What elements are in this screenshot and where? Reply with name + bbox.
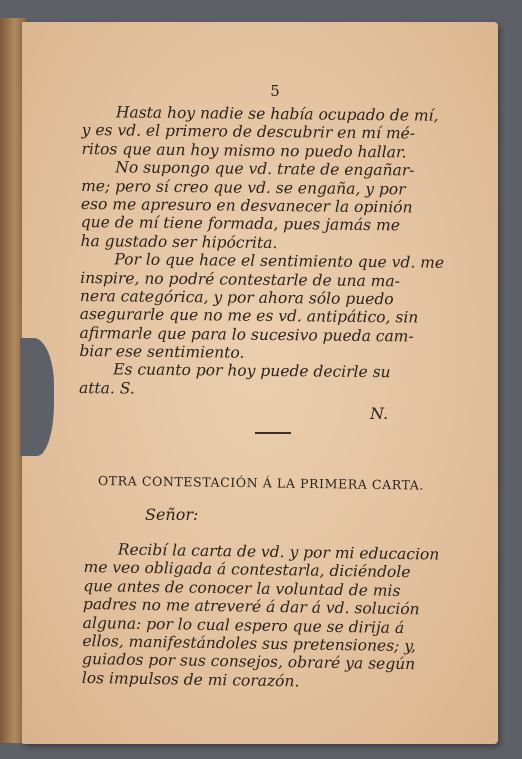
letter-2-line: Recibí la carta de vd. y por mi educacion xyxy=(117,540,440,564)
letter-1-line: ha gustado ser hipócrita. xyxy=(80,231,278,252)
letter-1-line: que de mí tiene formada, pues jamás me xyxy=(80,213,401,235)
letter-1-signature: N. xyxy=(370,404,389,423)
letter-1-line: atta. S. xyxy=(78,378,135,398)
letter-1-line: afirmarle que para lo sucesivo pueda cam- xyxy=(79,323,414,346)
letter-2-body xyxy=(82,540,469,693)
letter-1-line: Por lo que hace el sentimiento que vd. me xyxy=(114,250,445,272)
letter-2-line: ellos, manifestándoles sus pretensiones; y, xyxy=(82,631,417,656)
letter-2-line: alguna: por lo cual espero que se dirija á xyxy=(82,613,405,637)
letter-1-line: y es vd. el primero de descubrir en mí mé- xyxy=(81,121,416,143)
torn-page-edge xyxy=(20,338,54,456)
section-divider xyxy=(255,432,291,434)
letter-1-line: biar ese sentimiento. xyxy=(79,342,245,362)
letter-2-line: los impulsos de mi corazón. xyxy=(81,668,300,691)
letter-1-line: inspire, no podré contestarle de una ma- xyxy=(80,268,401,290)
letter-2-salutation: Señor: xyxy=(145,505,199,524)
section-heading: OTRA CONTESTACIÓN Á LA PRIMERA CARTA. xyxy=(97,473,425,493)
letter-2-line: que antes de conocer la voluntad de mis xyxy=(83,576,401,600)
letter-2-line: guiados por sus consejos, obraré ya según xyxy=(81,650,416,674)
letter-1-body xyxy=(79,103,467,401)
page-number: 5 xyxy=(270,82,280,100)
letter-2-line: me veo obligada á contestarla, diciéndole xyxy=(83,558,411,582)
letter-1-line: Hasta hoy nadie se había ocupado de mí, xyxy=(115,103,439,125)
letter-1-line: me; pero sí creo que vd. se engaña, y por xyxy=(81,176,406,198)
letter-1-line: Es cuanto por hoy puede decirle su xyxy=(113,360,391,382)
letter-2-line: padres no me atreveré á dar á vd. solución xyxy=(82,595,420,619)
letter-1-line: asegurarle que no me es vd. antipático, sin xyxy=(79,305,419,327)
letter-1-line: eso me apresuro en desvanecer la opinión xyxy=(80,194,413,217)
letter-1-line: No supongo que vd. trate de engañar- xyxy=(115,158,415,180)
letter-1-line: nera categórica, y por ahora sólo puedo xyxy=(79,286,394,309)
letter-1-line: ritos que aun hoy mismo no puedo hallar. xyxy=(81,139,407,162)
